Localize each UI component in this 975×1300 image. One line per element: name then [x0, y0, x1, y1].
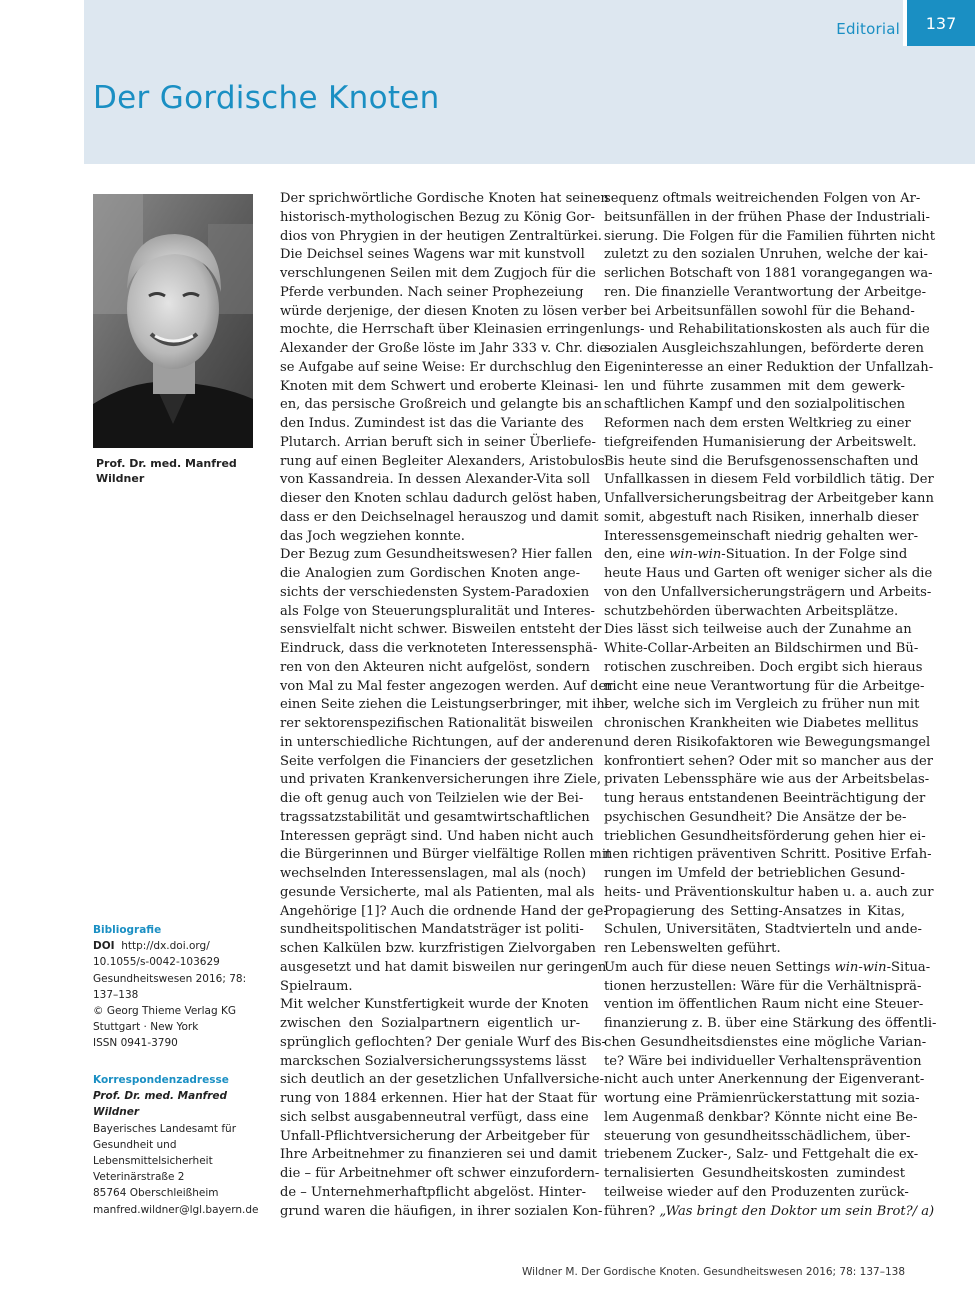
doi-label: DOI [93, 940, 115, 953]
text-line: sensvielfalt nicht schwer. Bisweilen entsteht der [280, 622, 602, 638]
text-line: Interessen geprägt sind. Und haben nicht auch [280, 828, 594, 844]
text-line: Der Bezug zum Gesundheitswesen? Hier fallen [280, 547, 593, 563]
text-line: tragssatzstabilität und gesamtwirtschaftlichen [280, 809, 590, 825]
text-line: en, das persische Großreich und gelangte bis an [280, 397, 602, 413]
text-line: mochte, die Herrschaft über Kleinasien erringen. [280, 322, 609, 338]
text-line: als Folge von Steuerungspluralität und Interes- [280, 603, 595, 619]
text-line: verschlungenen Seilen mit dem Zugjoch für die [280, 266, 596, 281]
caption-line: Wildner [96, 472, 145, 485]
text-line: zuletzt zu den sozialen Unruhen, welche der kai- [604, 247, 928, 263]
text-line: von den Unfallversicherungsträgern und Arbeits- [604, 584, 932, 600]
text-line: ren von den Akteuren nicht aufgelöst, sondern [280, 659, 590, 675]
text-line: schutzbehörden überwachten Arbeitsplätze. [604, 603, 899, 619]
text-line: beitsunfällen in der frühen Phase der Industriali- [604, 209, 930, 225]
text-line: vention im öffentlichen Raum nicht eine Steuer- [604, 997, 924, 1013]
text-line: würde derjenige, der diesen Knoten zu lösen ver- [280, 303, 608, 319]
bibliography-publisher: © Georg Thieme Verlag KG [93, 1005, 236, 1018]
text-line: Unfallkassen in diesem Feld vorbildlich tätig. Der [604, 472, 934, 488]
text-line: Um auch für diese neuen Settings win-win-Situa- [604, 959, 931, 975]
text-line: tiefgreifenden Humanisierung der Arbeitswelt. [604, 434, 917, 450]
text-line: rung von 1884 erkennen. Hier hat der Staat für [280, 1091, 597, 1106]
text-line: und privaten Krankenversicherungen ihre Ziele, [280, 772, 602, 788]
text-line: schen Kalkülen bzw. kurzfristigen Zielvorgaben [280, 941, 596, 956]
text-line: chronischen Krankheiten wie Diabetes mellitus [604, 716, 919, 731]
text-line: sichts der verschiedensten System-Paradoxien [280, 584, 590, 600]
address-line: 85764 Oberschleißheim [93, 1187, 219, 1200]
text-line: se Aufgabe auf seine Weise: Er durchschlug den [280, 359, 601, 375]
text-line: ber, welche sich im Vergleich zu früher nun mit [604, 697, 920, 713]
text-line: somit, abgestuft nach Risiken, innerhalb dieser [604, 509, 919, 525]
text-line: sich deutlich an der gesetzlichen Unfallversiche- [280, 1072, 604, 1088]
text-line: die Bürgerinnen und Bürger vielfältige Rollen mit [280, 847, 612, 863]
text-line: psychischen Gesundheit? Die Ansätze der be- [604, 809, 907, 825]
text-line: Dies lässt sich teilweise auch der Zunahme an [604, 622, 912, 638]
text-line: schaftlichen Kampf und den sozialpolitischen [604, 397, 905, 413]
text-line: Die Deichsel seines Wagens war mit kunstvoll [280, 247, 585, 263]
text-line: historisch-mythologischen Bezug zu König Gor- [280, 209, 595, 225]
doi-link[interactable]: http://dx.doi.org/ [121, 940, 210, 953]
caption-line: Prof. Dr. med. Manfred [96, 457, 237, 470]
text-line: Bis heute sind die Berufsgenossenschaften und [604, 453, 919, 469]
text-line: die oft genug auch von Teilzielen wie der Bei- [280, 791, 584, 806]
text-line: Knoten mit dem Schwert und eroberte Kleinasi- [280, 378, 599, 394]
text-line: dios von Phrygien in der heutigen Zentraltürkei. [280, 228, 602, 244]
text-line: sozialen Ausgleichszahlungen, beförderte deren [604, 341, 924, 356]
doi-line [93, 938, 263, 954]
text-line: dass er den Deichselnagel herauszog und damit [280, 509, 599, 525]
text-line: Alexander der Große löste im Jahr 333 v. Chr. die- [280, 341, 612, 356]
text-line: triebenem Zucker-, Salz- und Fettgehalt die ex- [604, 1147, 919, 1163]
correspondence-name: Wildner [93, 1106, 140, 1119]
text-line: ber bei Arbeitsunfällen sowohl für die Behand- [604, 303, 915, 319]
text-line: sich selbst ausgabenneutral verfügt, dass eine [280, 1109, 589, 1125]
text-line: gesunde Versicherte, mal als Patienten, mal als [280, 884, 595, 900]
text-line: Propagierung des Setting-Ansatzes in Kitas, [604, 903, 905, 919]
text-line: nicht eine neue Verantwortung für die Arbeitge- [604, 678, 925, 694]
text-line: sundheitspolitischen Mandatsträger ist politi- [280, 922, 584, 938]
text-line: Unfall-Pflichtversicherung der Arbeitgeber für [280, 1128, 590, 1144]
page-number: 137 [907, 0, 975, 46]
text-line: ren. Die finanzielle Verantwortung der Arbeitge- [604, 284, 927, 300]
text-line: das Joch wegziehen konnte. [280, 528, 465, 544]
text-line: heute Haus und Garten oft weniger sicher als die [604, 566, 933, 581]
text-line: len und führte zusammen mit dem gewerk- [604, 378, 905, 394]
address-line: Gesundheit und [93, 1138, 177, 1151]
doi-number: 10.1055/s-0042-103629 [93, 956, 220, 969]
correspondence-block [93, 1072, 263, 1218]
text-line: Der sprichwörtliche Gordische Knoten hat seinen [280, 191, 609, 206]
text-line: ausgesetzt und hat damit bisweilen nur geringen [280, 959, 607, 975]
text-line: die – für Arbeitnehmer oft schwer einzufordern- [280, 1166, 600, 1181]
text-line: von Kassandreia. In dessen Alexander-Vita soll [280, 472, 591, 488]
text-line: ternalisierten Gesundheitskosten zumindest [604, 1166, 905, 1181]
text-line: teilweise wieder auf den Produzenten zurück- [604, 1184, 909, 1200]
text-line: die Analogien zum Gordischen Knoten ange- [280, 566, 580, 581]
text-line: Eindruck, dass die verknoteten Interessensphä- [280, 641, 598, 656]
address-line: Lebensmittelsicherheit [93, 1155, 213, 1168]
text-line: trieblichen Gesundheitsförderung gehen hier ei- [604, 828, 926, 844]
text-line: sprünglich geflochten? Der geniale Wurf des Bis- [280, 1034, 606, 1050]
text-line: Eigeninteresse an einer Reduktion der Unfallzah- [604, 359, 934, 375]
text-line: wortung eine Prämienrückerstattung mit sozia- [604, 1091, 920, 1106]
text-line: de – Unternehmerhaftpflicht abgelöst. Hinter- [280, 1184, 587, 1200]
text-line: Mit welcher Kunstfertigkeit wurde der Knoten [280, 997, 589, 1013]
text-line: chen Gesundheitsdienstes eine mögliche Varian- [604, 1034, 927, 1050]
text-line: dieser den Knoten schlau dadurch gelöst haben, [280, 491, 602, 506]
text-line: Pferde verbunden. Nach seiner Prophezeiung [280, 284, 584, 300]
bibliography-block [93, 922, 263, 1052]
text-line: konfrontiert sehen? Oder mit so mancher aus der [604, 753, 933, 769]
text-line: wechselnden Interessenslagen, mal als (noch) [280, 866, 587, 881]
text-line: grund waren die häufigen, in ihrer sozialen Kon- [280, 1203, 603, 1219]
section-label: Editorial [836, 20, 900, 38]
text-line: Plutarch. Arrian beruft sich in seiner Überliefe- [280, 434, 596, 450]
address-line: Bayerisches Landesamt für [93, 1122, 237, 1135]
text-line: Reformen nach dem ersten Weltkrieg zu einer [604, 416, 911, 431]
text-line: Seite verfolgen die Financiers der gesetzlichen [280, 753, 594, 769]
bibliography-pages: 137–138 [93, 988, 139, 1001]
email-link[interactable]: manfred.wildner@lgl.bayern.de [93, 1203, 259, 1216]
author-caption [96, 456, 266, 486]
text-line: einen Seite ziehen die Leistungserbringer, mit ih- [280, 697, 610, 713]
text-line: in unterschiedliche Richtungen, auf der anderen [280, 734, 604, 750]
text-line: Spielraum. [280, 978, 353, 994]
text-line: White-Collar-Arbeiten an Bildschirmen und Bü- [604, 641, 919, 656]
text-line: Unfallversicherungsbeitrag der Arbeitgeber kann [604, 491, 934, 506]
text-line: tionen herzustellen: Wäre für die Verhältnisprä- [604, 978, 922, 994]
text-line: Schulen, Universitäten, Stadtvierteln und ande- [604, 922, 922, 938]
text-line: serlichen Botschaft von 1881 vorangegangen wa- [604, 266, 933, 281]
text-line: marckschen Sozialversicherungssystems lässt [280, 1053, 587, 1069]
text-line: rotischen zuschreiben. Doch ergibt sich hieraus [604, 659, 923, 675]
body-column-2 [604, 190, 937, 1221]
text-line: rer sektorenspezifischen Rationalität bisweilen [280, 716, 594, 731]
bibliography-heading: Bibliografie [93, 924, 162, 936]
correspondence-heading: Korrespondenzadresse [93, 1074, 229, 1086]
text-line: Ihre Arbeitnehmer zu finanzieren sei und damit [280, 1147, 597, 1163]
text-line: finanzierung z. B. über eine Stärkung des öffentli- [604, 1016, 937, 1031]
address-line: Veterinärstraße 2 [93, 1171, 185, 1184]
footer-citation: Wildner M. Der Gordische Knoten. Gesundheitswesen 2016; 78: 137–138 [522, 1266, 905, 1278]
author-photo [93, 194, 253, 448]
text-line: sequenz oftmals weitreichenden Folgen von Ar- [604, 191, 921, 206]
correspondence-name: Prof. Dr. med. Manfred [93, 1090, 228, 1103]
text-line: lungs- und Rehabilitationskosten als auch für die [604, 322, 930, 338]
bibliography-issn: ISSN 0941-3790 [93, 1037, 178, 1050]
text-line: zwischen den Sozialpartnern eigentlich ur- [280, 1016, 580, 1031]
text-line: rung auf einen Begleiter Alexanders, Aristobulos [280, 453, 605, 469]
text-line: rungen im Umfeld der betrieblichen Gesund- [604, 866, 905, 881]
text-line: den Indus. Zumindest ist das die Variante des [280, 416, 584, 431]
bibliography-journal: Gesundheitswesen 2016; 78: [93, 972, 247, 985]
body-column-1 [280, 190, 613, 1221]
text-line: den, eine win-win-Situation. In der Folge sind [604, 547, 908, 563]
text-line: privaten Lebenssphäre wie aus der Arbeitsbelas- [604, 772, 930, 788]
text-line: und deren Risikofaktoren wie Bewegungsmangel [604, 734, 931, 750]
article-title: Der Gordische Knoten [93, 80, 440, 116]
text-line: steuerung von gesundheitsschädlichem, über- [604, 1128, 911, 1144]
text-line: nen richtigen präventiven Schritt. Positive Erfah- [604, 847, 932, 863]
text-line: heits- und Präventionskultur haben u. a. auch zur [604, 884, 934, 900]
bibliography-location: Stuttgart · New York [93, 1021, 199, 1034]
text-line: lem Augenmaß denkbar? Könnte nicht eine Be- [604, 1109, 918, 1125]
text-line: te? Wäre bei individueller Verhaltensprävention [604, 1053, 922, 1069]
text-line: von Mal zu Mal fester angezogen werden. Auf der [280, 678, 613, 694]
text-line: führen? „Was bringt den Doktor um sein Brot?/ a) [604, 1203, 935, 1219]
text-line: tung heraus entstandenen Beeinträchtigung der [604, 791, 926, 806]
text-line: sierung. Die Folgen für die Familien führten nicht [604, 228, 935, 244]
text-line: Angehörige [1]? Auch die ordnende Hand der ge- [280, 903, 608, 919]
text-line: Interessensgemeinschaft niedrig gehalten wer- [604, 528, 918, 544]
text-line: nicht auch unter Anerkennung der Eigenverant- [604, 1072, 925, 1088]
text-line: ren Lebenswelten geführt. [604, 941, 781, 956]
